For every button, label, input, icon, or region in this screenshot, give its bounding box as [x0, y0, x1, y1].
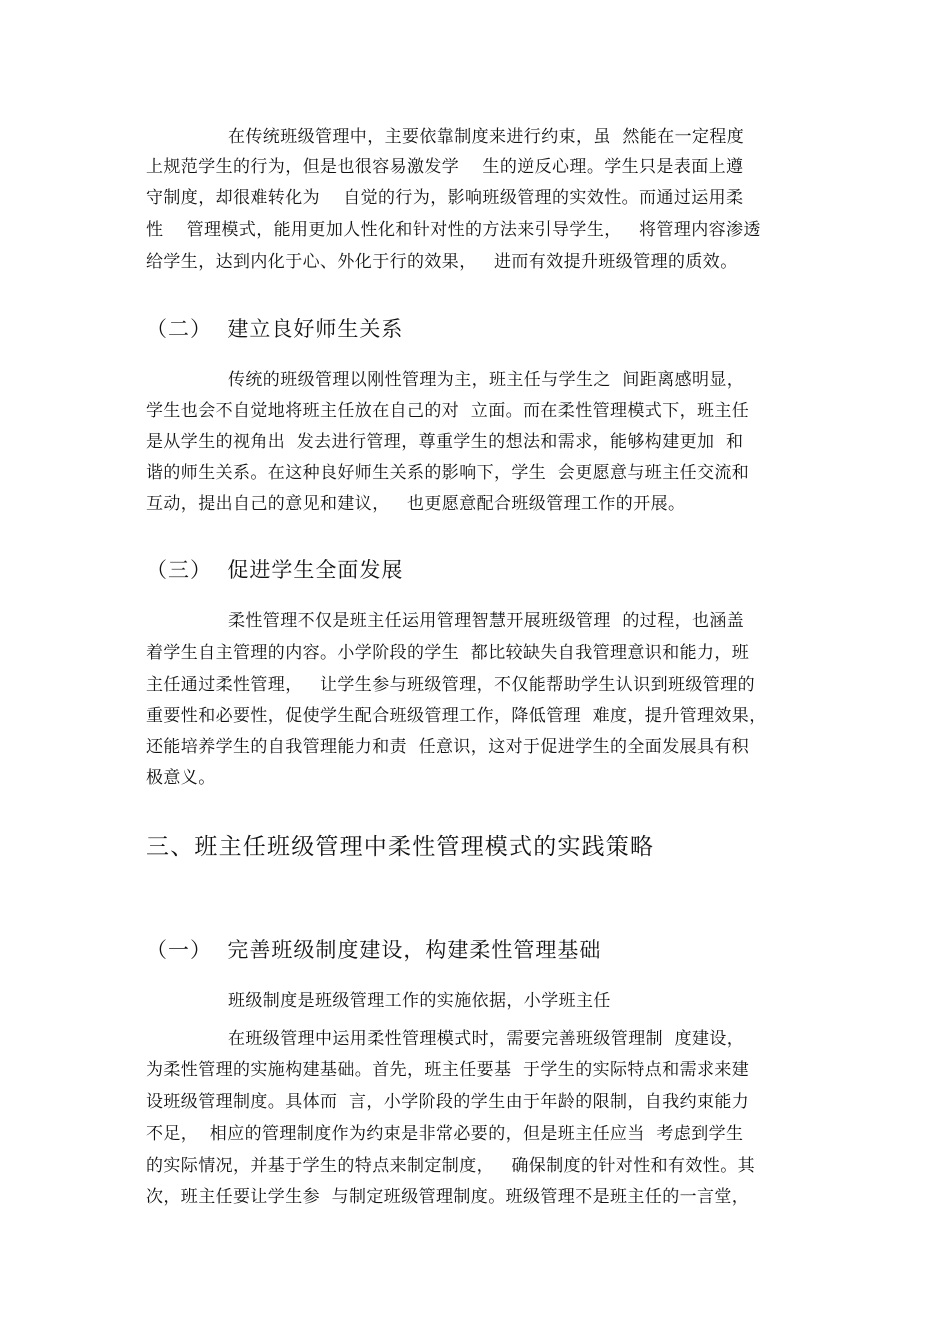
text-line: 柔性管理不仅是班主任运用管理智慧开展班级管理 的过程，也涵盖: [228, 611, 745, 631]
text-line: 为柔性管理的实施构建基础。首先，班主任要基 于学生的实际特点和需求来建: [146, 1060, 750, 1080]
section-heading-teacher-student-relationship: （二） 建立良好师生关系: [146, 317, 404, 341]
text-line: 主任通过柔性管理， 让学生参与班级管理，不仅能帮助学生认识到班级管理的: [146, 675, 756, 695]
text-line: 性 管理模式，能用更加人性化和针对性的方法来引导学生， 将管理内容渗透: [146, 220, 761, 240]
text-line: 互动，提出自己的意见和建议， 也更愿意配合班级管理工作的开展。: [146, 494, 686, 514]
text-line: 在传统班级管理中，主要依靠制度来进行约束，虽 然能在一定程度: [228, 127, 745, 147]
text-line: 是从学生的视角出 发去进行管理，尊重学生的想法和需求，能够构建更加 和: [146, 432, 744, 452]
text-line: 重要性和必要性，促使学生配合班级管理工作，降低管理 难度，提升管理效果，: [146, 706, 767, 726]
text-line: 设班级管理制度。具体而 言，小学阶段的学生由于年龄的限制，自我约束能力: [146, 1092, 750, 1112]
text-line: 不足， 相应的管理制度作为约束是非常必要的，但是班主任应当 考虑到学生: [146, 1124, 744, 1144]
text-line: 传统的班级管理以刚性管理为主，班主任与学生之 间距离感明显，: [228, 370, 745, 390]
text-line: 的实际情况，并基于学生的特点来制定制度， 确保制度的针对性和有效性。其: [146, 1156, 756, 1176]
text-line: 还能培养学生的自我管理能力和责 任意识，这对于促进学生的全面发展具有积: [146, 737, 750, 757]
text-line: 上规范学生的行为，但是也很容易激发学 生的逆反心理。学生只是表面上遵: [146, 157, 744, 177]
text-line: 着学生自主管理的内容。小学阶段的学生 都比较缺失自我管理意识和能力，班: [146, 643, 750, 663]
text-line: 学生也会不自觉地将班主任放在自己的对 立面。而在柔性管理模式下，班主任: [146, 401, 750, 421]
chapter-heading-practice-strategies: 三、班主任班级管理中柔性管理模式的实践策略: [146, 834, 655, 860]
text-line: 守制度，却很难转化为 自觉的行为，影响班级管理的实效性。而通过运用柔: [146, 188, 744, 208]
text-line: 给学生，达到内化于心、外化于行的效果， 进而有效提升班级管理的质效。: [146, 252, 738, 272]
section-heading-all-round-development: （三） 促进学生全面发展: [146, 558, 404, 582]
paragraph-class-system-intro: 班级制度是班级管理工作的实施依据，小学班主任: [228, 991, 611, 1011]
section-heading-class-system-construction: （一） 完善班级制度建设，构建柔性管理基础: [146, 938, 602, 962]
text-line: 次，班主任要让学生参 与制定班级管理制度。班级管理不是班主任的一言堂，: [146, 1187, 750, 1207]
text-line: 极意义。: [146, 768, 216, 788]
text-line: 谐的师生关系。在这种良好师生关系的影响下，学生 会更愿意与班主任交流和: [146, 463, 750, 483]
text-line: 在班级管理中运用柔性管理模式时，需要完善班级管理制 度建设，: [228, 1029, 745, 1049]
